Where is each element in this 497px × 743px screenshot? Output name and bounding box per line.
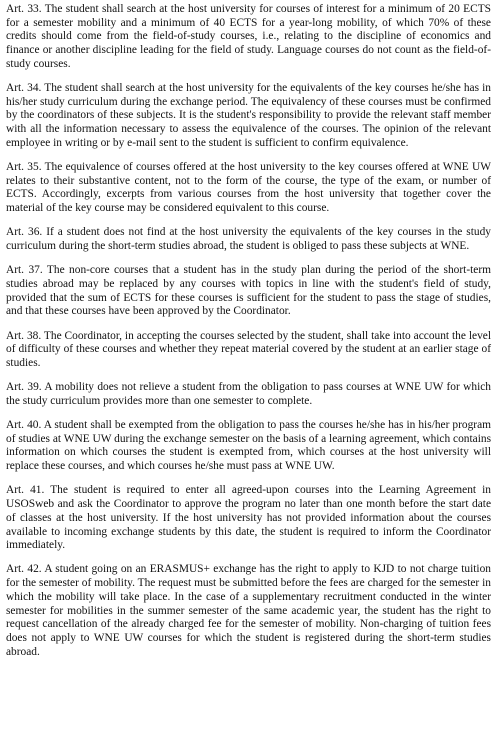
article-41: Art. 41. The student is required to enter all agreed-upon courses into the Learning Agreement in USOSweb and ask the Coordinator to approve the program no later than one month before the start date of classes at the host university. If the host university has not provided information about the courses available to incoming exchange students by this date, the student is required to inform the Coordinator immediately.: [6, 484, 491, 552]
article-37: Art. 37. The non-core courses that a student has in the study plan during the period of the short-term studies abroad may be replaced by any courses with topics in line with the student's field of study, provided that the sum of ECTS for these courses is sufficient for the student to pass the stage of studies, and that these courses have been approved by the Coordinator.: [6, 264, 491, 318]
article-33: Art. 33. The student shall search at the host university for courses of interest for a minimum of 20 ECTS for a semester mobility and a minimum of 40 ECTS for a year-long mobility, of which 70% of these credits should come from the field-of-study courses, i.e., relating to the discipline of economics and finance or another discipline leading for the field of study. Language courses do not count as the field-of-study courses.: [6, 3, 491, 70]
article-39: Art. 39. A mobility does not relieve a student from the obligation to pass courses at WNE UW for which the study curriculum provides more than one semester to complete.: [6, 381, 491, 407]
article-42: Art. 42. A student going on an ERASMUS+ exchange has the right to apply to KJD to not charge tuition for the semester of mobility. The request must be submitted before the fees are charged for the semester in which the mobility will take place. In the case of a supplementary recruitment conducted in the winter semester for mobilities in the summer semester of the same academic year, the student has the right to request cancellation of the already charged fee for the semester of mobility. Non-charging of tuition fees does not apply to WNE UW courses for which the student is registered during the short-term studies abroad.: [6, 563, 491, 658]
article-38: Art. 38. The Coordinator, in accepting the courses selected by the student, shall take into account the level of difficulty of these courses and whether they repeat material covered by the student at an earlier stage of studies.: [6, 329, 491, 369]
article-35: Art. 35. The equivalence of courses offered at the host university to the key courses offered at WNE UW relates to their substantive content, not to the form of the course, the type of the exam, or number of ECTS. Accordingly, excerpts from various courses from the host university that together cover the material of the key course may be considered equivalent to this course.: [6, 161, 491, 215]
article-36: Art. 36. If a student does not find at the host university the equivalents of the key courses in the study curriculum during the short-term studies abroad, the student is obliged to pass these subjects at WNE.: [6, 226, 491, 253]
article-40: Art. 40. A student shall be exempted from the obligation to pass the courses he/she has in his/her program of studies at WNE UW during the exchange semester on the basis of a learning agreement, which contains information on which courses the student is exempted from, which courses at the host university will replace these courses, and which courses he/she must pass at WNE UW.: [6, 419, 491, 473]
article-34: Art. 34. The student shall search at the host university for the equivalents of the key courses he/she has in his/her study curriculum during the exchange period. The equivalency of these courses must be confirmed by the coordinators of these subjects. It is the student's responsibility to provide the relevant staff member with all the information necessary to assess the equivalence of the courses. The opinion of the relevant employee in writing or by e-mail sent to the student is sufficient to confirm equivalence.: [6, 82, 491, 149]
